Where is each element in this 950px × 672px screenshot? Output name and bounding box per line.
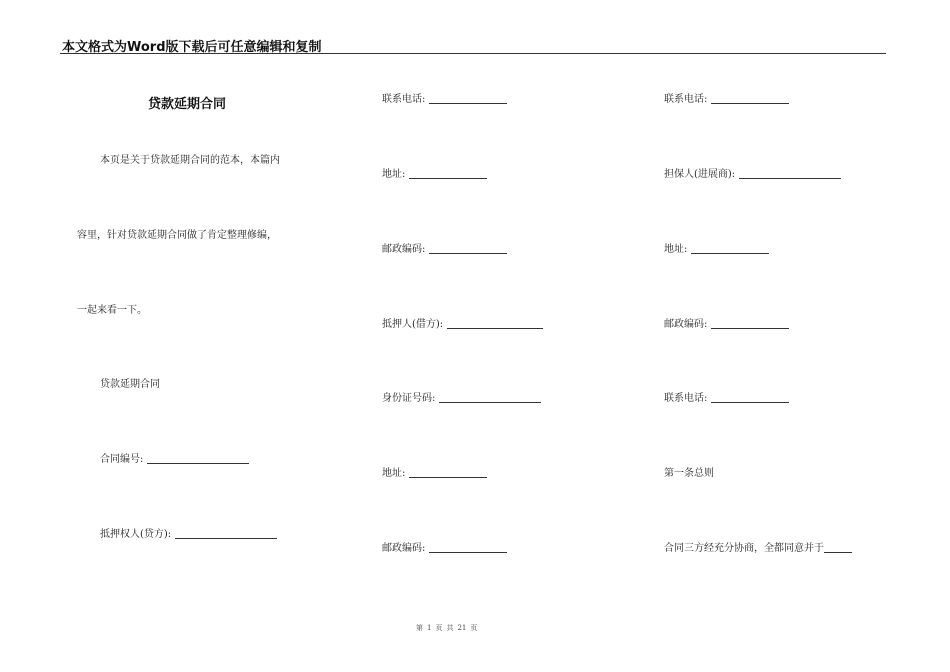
col3-phone-field — [664, 93, 789, 107]
consensus-field — [664, 542, 852, 556]
contract-number-field — [100, 453, 249, 467]
consensus-blank — [824, 542, 852, 553]
col3-postcode-label: 邮政编码: — [664, 319, 708, 330]
col3-phone2-label: 联系电话: — [664, 393, 708, 404]
mortgagee-blank — [175, 528, 277, 539]
guarantor-label: 担保人(进展商): — [664, 169, 736, 180]
intro-line-2: 容里，针对贷款延期合同做了肯定整理修编， — [77, 230, 277, 241]
footer-total-word: 共 — [446, 624, 454, 632]
col3-phone2-blank — [711, 392, 789, 403]
guarantor-field — [664, 168, 841, 182]
col2-phone-label: 联系电话: — [382, 94, 426, 105]
contract-number-blank — [147, 453, 249, 464]
col2-address2-field — [382, 467, 487, 481]
footer-total-unit: 页 — [470, 624, 478, 632]
col2-postcode2-blank — [429, 542, 507, 553]
col2-postcode2-label: 邮政编码: — [382, 543, 426, 554]
mortgagee-label: 抵押权人(贷方): — [100, 529, 172, 540]
mortgagor-label: 抵押人(借方): — [382, 319, 444, 330]
col2-postcode2-field — [382, 542, 507, 556]
id-number-label: 身份证号码: — [382, 393, 436, 404]
col3-address-blank — [691, 243, 769, 254]
col2-address2-label: 地址: — [382, 468, 406, 479]
article-1-heading: 第一条总则 — [664, 468, 714, 479]
mortgagee-field — [100, 528, 277, 542]
footer-page-word: 第 — [416, 624, 423, 632]
footer-total-pages: 21 — [457, 624, 467, 632]
col2-postcode-label: 邮政编码: — [382, 244, 426, 255]
col2-phone-field — [382, 93, 507, 107]
col2-address-field — [382, 168, 487, 182]
col3-postcode-field — [664, 318, 789, 332]
header-divider — [60, 53, 886, 54]
id-number-field — [382, 392, 541, 406]
contract-name: 贷款延期合同 — [100, 379, 160, 390]
footer-page-unit: 页 — [435, 624, 443, 632]
col2-address-label: 地址: — [382, 169, 406, 180]
footer-page-number: 1 — [427, 624, 432, 632]
col2-address-blank — [409, 168, 487, 179]
contract-number-label: 合同编号: — [100, 454, 144, 465]
col3-address-label: 地址: — [664, 244, 688, 255]
intro-line-3: 一起来看一下。 — [77, 305, 147, 316]
mortgagor-field — [382, 318, 543, 332]
guarantor-blank — [739, 168, 841, 179]
intro-line-1: 本页是关于贷款延期合同的范本，本篇内 — [100, 155, 280, 166]
page-footer — [414, 623, 479, 633]
col2-postcode-blank — [429, 243, 507, 254]
col3-postcode-blank — [711, 318, 789, 329]
document-header-title: 本文格式为Word版下载后可任意编辑和复制 — [62, 40, 322, 55]
col2-address2-blank — [409, 467, 487, 478]
col2-postcode-field — [382, 243, 507, 257]
id-number-blank — [439, 392, 541, 403]
consensus-text: 合同三方经充分协商，全都同意并于 — [664, 543, 824, 554]
col2-phone-blank — [429, 93, 507, 104]
col3-address-field — [664, 243, 769, 257]
mortgagor-blank — [447, 318, 543, 329]
col3-phone2-field — [664, 392, 789, 406]
document-title: 贷款延期合同 — [148, 97, 227, 112]
col3-phone-label: 联系电话: — [664, 94, 708, 105]
col3-phone-blank — [711, 93, 789, 104]
